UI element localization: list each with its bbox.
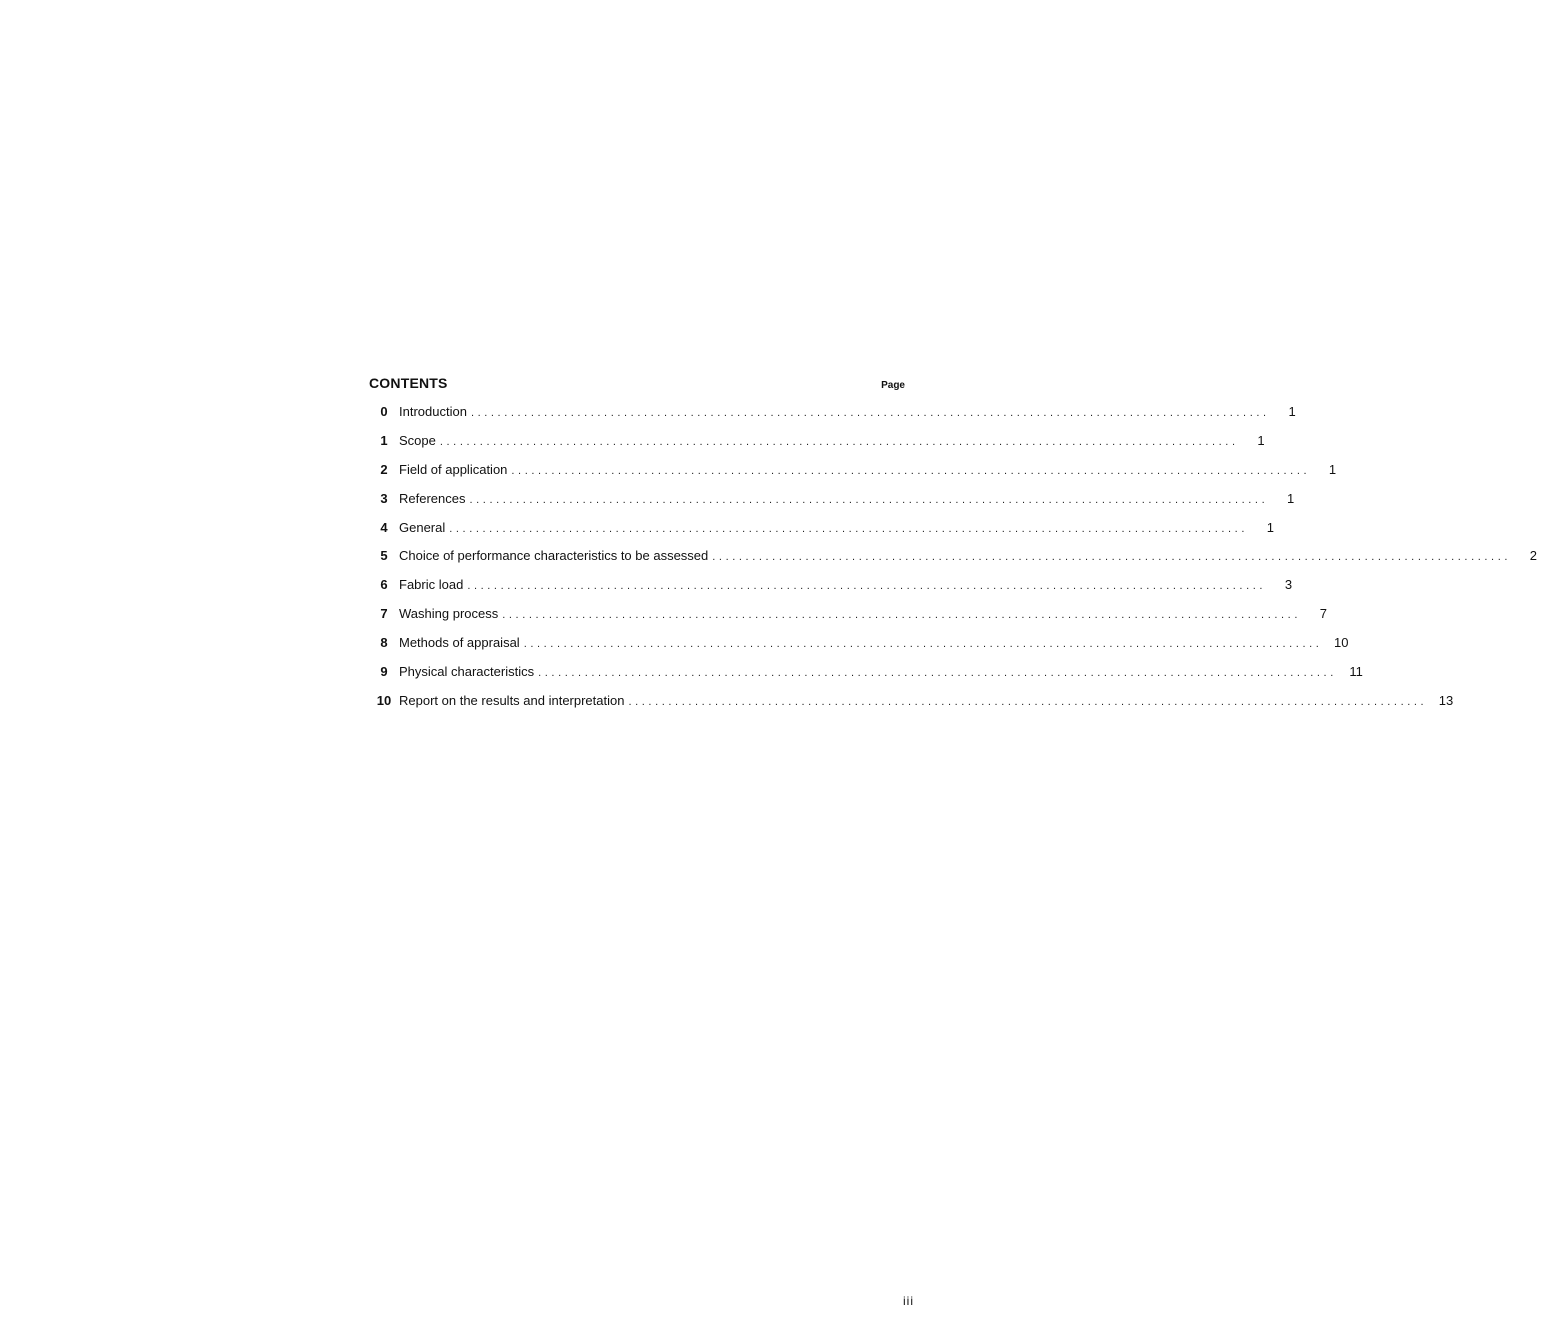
toc-entry-number: 4: [380, 519, 388, 535]
toc-entry[interactable]: [369, 577, 1293, 606]
dot-leader: ........................................................................................................................: [449, 522, 1248, 535]
toc-entry[interactable]: [369, 606, 1327, 635]
toc-entry-page: 1: [1266, 519, 1274, 535]
toc-entry-page: 11: [1349, 664, 1363, 680]
toc-entry-label: Washing process: [399, 606, 499, 622]
toc-entry-number: 5: [380, 548, 388, 564]
dot-leader: ........................................................................................................................: [469, 493, 1269, 506]
toc-entry-page: 2: [1529, 548, 1538, 564]
toc-entry-page: 1: [1257, 432, 1265, 448]
toc-entry-label: Scope: [399, 432, 436, 448]
toc-entry-label: General: [399, 519, 446, 535]
toc-entry-label: Methods of appraisal: [399, 635, 520, 651]
dot-leader: ........................................................................................................................: [511, 464, 1311, 477]
toc-entry-number: 9: [380, 664, 388, 680]
toc-entry-page: 7: [1319, 606, 1327, 622]
page-number: iii: [903, 1294, 914, 1308]
toc-title: CONTENTS: [369, 375, 448, 391]
toc-header: [369, 375, 909, 399]
toc-entry-label: Introduction: [399, 404, 467, 419]
toc-entry[interactable]: [369, 664, 1363, 693]
dot-leader: ........................................................................................................................: [538, 667, 1337, 680]
toc-entry[interactable]: [369, 404, 1296, 433]
dot-leader: ........................................................................................................................: [523, 638, 1323, 651]
dot-leader: ........................................................................................................................: [628, 695, 1428, 708]
toc-entry-number: 0: [380, 404, 388, 419]
dot-leader: ........................................................................................................................: [712, 551, 1512, 564]
dot-leader: ........................................................................................................................: [439, 435, 1239, 448]
toc-entry[interactable]: [369, 461, 1337, 491]
dot-leader: ........................................................................................................................: [502, 609, 1301, 622]
table-of-contents: [369, 375, 1538, 722]
toc-entry-page: 13: [1438, 692, 1454, 708]
dot-leader: ........................................................................................................................: [470, 407, 1270, 419]
toc-entry[interactable]: [369, 548, 1538, 577]
toc-entry-label: Physical characteristics: [399, 664, 535, 680]
toc-entry-number: 8: [380, 635, 388, 651]
toc-entry-number: 2: [380, 461, 388, 477]
toc-entry-number: 3: [380, 490, 388, 506]
toc-entry-label: Choice of performance characteristics to be assessed: [399, 548, 709, 564]
toc-entry-label: Report on the results and interpretation: [399, 692, 625, 708]
toc-entry[interactable]: [369, 692, 1454, 722]
toc-entry-label: Field of application: [399, 461, 508, 477]
toc-entry[interactable]: [369, 432, 1265, 462]
page-column-label: Page: [881, 380, 905, 391]
dot-leader: ........................................................................................................................: [467, 580, 1267, 593]
toc-entry-number: 7: [380, 606, 388, 622]
toc-entry-number: 6: [380, 577, 388, 593]
toc-list: [369, 404, 1538, 722]
toc-entry[interactable]: [369, 490, 1295, 520]
toc-entry[interactable]: [369, 635, 1349, 664]
toc-entry-label: Fabric load: [399, 577, 464, 593]
toc-entry-number: 1: [380, 432, 388, 448]
toc-entry-page: 10: [1333, 635, 1349, 651]
toc-entry-page: 3: [1284, 577, 1293, 593]
toc-entry-number: 10: [376, 692, 392, 708]
toc-entry-page: 1: [1288, 404, 1296, 419]
toc-entry-page: 1: [1328, 461, 1337, 477]
toc-entry[interactable]: [369, 519, 1274, 549]
toc-entry-page: 1: [1287, 490, 1295, 506]
toc-entry-label: References: [399, 490, 466, 506]
